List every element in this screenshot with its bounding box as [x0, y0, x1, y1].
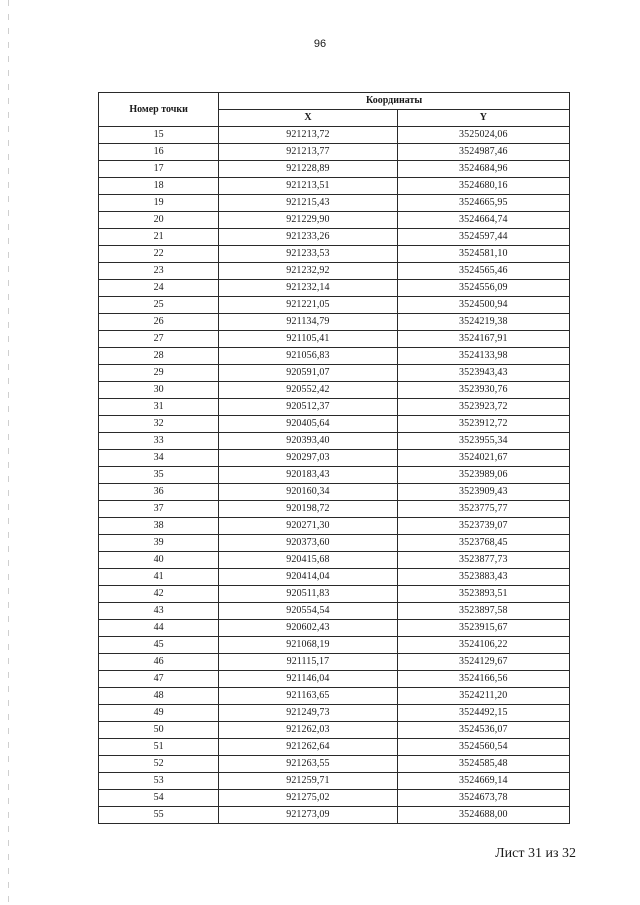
y-coordinate-cell: 3524106,22	[397, 637, 569, 654]
x-coordinate-cell: 920405,64	[219, 416, 397, 433]
point-number-cell: 43	[99, 603, 219, 620]
point-number-cell: 15	[99, 127, 219, 144]
point-number-cell: 33	[99, 433, 219, 450]
point-number-cell: 21	[99, 229, 219, 246]
table-row	[99, 195, 570, 212]
table-row	[99, 552, 570, 569]
x-coordinate-cell: 920160,34	[219, 484, 397, 501]
table-row	[99, 450, 570, 467]
point-number-cell: 41	[99, 569, 219, 586]
sheet-counter: Лист 31 из 32	[495, 846, 576, 861]
x-column-header: X	[219, 110, 397, 127]
x-coordinate-cell: 921249,73	[219, 705, 397, 722]
y-coordinate-cell: 3524680,16	[397, 178, 569, 195]
table-row	[99, 365, 570, 382]
x-coordinate-cell: 921163,65	[219, 688, 397, 705]
x-coordinate-cell: 920591,07	[219, 365, 397, 382]
y-coordinate-cell: 3524565,46	[397, 263, 569, 280]
point-number-cell: 28	[99, 348, 219, 365]
point-number-cell: 47	[99, 671, 219, 688]
y-coordinate-cell: 3523989,06	[397, 467, 569, 484]
x-coordinate-cell: 921213,51	[219, 178, 397, 195]
table-row	[99, 178, 570, 195]
table-row	[99, 671, 570, 688]
table-row	[99, 620, 570, 637]
header-row-top	[99, 93, 570, 110]
y-coordinate-cell: 3523775,77	[397, 501, 569, 518]
point-number-cell: 17	[99, 161, 219, 178]
point-number-cell: 40	[99, 552, 219, 569]
point-number-cell: 45	[99, 637, 219, 654]
point-number-cell: 24	[99, 280, 219, 297]
y-coordinate-cell: 3524688,00	[397, 807, 569, 824]
x-coordinate-cell: 921134,79	[219, 314, 397, 331]
table-row	[99, 586, 570, 603]
coordinates-header: Координаты	[219, 93, 570, 110]
point-number-cell: 23	[99, 263, 219, 280]
table-row	[99, 705, 570, 722]
table-row	[99, 807, 570, 824]
point-number-cell: 19	[99, 195, 219, 212]
table-row	[99, 790, 570, 807]
table-row	[99, 297, 570, 314]
point-number-header: Номер точки	[99, 93, 219, 127]
y-coordinate-cell: 3523915,67	[397, 620, 569, 637]
x-coordinate-cell: 920373,60	[219, 535, 397, 552]
x-coordinate-cell: 921146,04	[219, 671, 397, 688]
x-coordinate-cell: 921105,41	[219, 331, 397, 348]
table-row	[99, 773, 570, 790]
x-coordinate-cell: 921273,09	[219, 807, 397, 824]
y-coordinate-cell: 3524665,95	[397, 195, 569, 212]
y-coordinate-cell: 3523893,51	[397, 586, 569, 603]
point-number-cell: 16	[99, 144, 219, 161]
point-number-cell: 25	[99, 297, 219, 314]
y-coordinate-cell: 3523930,76	[397, 382, 569, 399]
table-row	[99, 348, 570, 365]
table-row	[99, 229, 570, 246]
x-coordinate-cell: 920602,43	[219, 620, 397, 637]
y-coordinate-cell: 3523877,73	[397, 552, 569, 569]
point-number-cell: 51	[99, 739, 219, 756]
y-coordinate-cell: 3524673,78	[397, 790, 569, 807]
point-number-cell: 29	[99, 365, 219, 382]
y-coordinate-cell: 3524492,15	[397, 705, 569, 722]
point-number-cell: 49	[99, 705, 219, 722]
x-coordinate-cell: 920271,30	[219, 518, 397, 535]
point-number-cell: 30	[99, 382, 219, 399]
x-coordinate-cell: 921263,55	[219, 756, 397, 773]
table-row	[99, 433, 570, 450]
point-number-cell: 35	[99, 467, 219, 484]
y-coordinate-cell: 3524684,96	[397, 161, 569, 178]
point-number-cell: 55	[99, 807, 219, 824]
table-row	[99, 501, 570, 518]
x-coordinate-cell: 921262,03	[219, 722, 397, 739]
table-row	[99, 416, 570, 433]
table-row	[99, 484, 570, 501]
x-coordinate-cell: 920198,72	[219, 501, 397, 518]
table-row	[99, 722, 570, 739]
point-number-cell: 54	[99, 790, 219, 807]
x-coordinate-cell: 921232,14	[219, 280, 397, 297]
x-coordinate-cell: 921068,19	[219, 637, 397, 654]
table-row	[99, 331, 570, 348]
point-number-cell: 52	[99, 756, 219, 773]
x-coordinate-cell: 921228,89	[219, 161, 397, 178]
y-coordinate-cell: 3523955,34	[397, 433, 569, 450]
point-number-cell: 39	[99, 535, 219, 552]
x-coordinate-cell: 921262,64	[219, 739, 397, 756]
x-coordinate-cell: 921215,43	[219, 195, 397, 212]
x-coordinate-cell: 920554,54	[219, 603, 397, 620]
y-coordinate-cell: 3523897,58	[397, 603, 569, 620]
x-coordinate-cell: 921213,72	[219, 127, 397, 144]
point-number-cell: 37	[99, 501, 219, 518]
table-row	[99, 246, 570, 263]
y-coordinate-cell: 3524219,38	[397, 314, 569, 331]
y-coordinate-cell: 3524166,56	[397, 671, 569, 688]
table-row	[99, 127, 570, 144]
point-number-cell: 26	[99, 314, 219, 331]
page-number: 96	[313, 38, 327, 50]
y-coordinate-cell: 3524669,14	[397, 773, 569, 790]
y-column-header: Y	[397, 110, 569, 127]
y-coordinate-cell: 3523883,43	[397, 569, 569, 586]
x-coordinate-cell: 920297,03	[219, 450, 397, 467]
x-coordinate-cell: 920552,42	[219, 382, 397, 399]
y-coordinate-cell: 3523943,43	[397, 365, 569, 382]
table-row	[99, 535, 570, 552]
table-row	[99, 518, 570, 535]
point-number-cell: 50	[99, 722, 219, 739]
x-coordinate-cell: 921221,05	[219, 297, 397, 314]
y-coordinate-cell: 3525024,06	[397, 127, 569, 144]
y-coordinate-cell: 3524664,74	[397, 212, 569, 229]
y-coordinate-cell: 3523739,07	[397, 518, 569, 535]
x-coordinate-cell: 921229,90	[219, 212, 397, 229]
x-coordinate-cell: 920414,04	[219, 569, 397, 586]
table-row	[99, 382, 570, 399]
y-coordinate-cell: 3523923,72	[397, 399, 569, 416]
point-number-cell: 48	[99, 688, 219, 705]
point-number-cell: 36	[99, 484, 219, 501]
point-number-cell: 22	[99, 246, 219, 263]
point-number-cell: 44	[99, 620, 219, 637]
point-number-cell: 34	[99, 450, 219, 467]
point-number-cell: 38	[99, 518, 219, 535]
table-row	[99, 161, 570, 178]
point-number-cell: 18	[99, 178, 219, 195]
table-body	[99, 127, 570, 824]
y-coordinate-cell: 3524167,91	[397, 331, 569, 348]
table-row	[99, 212, 570, 229]
x-coordinate-cell: 921115,17	[219, 654, 397, 671]
x-coordinate-cell: 921233,53	[219, 246, 397, 263]
y-coordinate-cell: 3524211,20	[397, 688, 569, 705]
y-coordinate-cell: 3524560,54	[397, 739, 569, 756]
y-coordinate-cell: 3524556,09	[397, 280, 569, 297]
table-row	[99, 399, 570, 416]
y-coordinate-cell: 3524021,67	[397, 450, 569, 467]
point-number-cell: 42	[99, 586, 219, 603]
y-coordinate-cell: 3524987,46	[397, 144, 569, 161]
table-row	[99, 280, 570, 297]
x-coordinate-cell: 921056,83	[219, 348, 397, 365]
y-coordinate-cell: 3523912,72	[397, 416, 569, 433]
table-row	[99, 688, 570, 705]
y-coordinate-cell: 3524597,44	[397, 229, 569, 246]
point-number-cell: 53	[99, 773, 219, 790]
x-coordinate-cell: 920393,40	[219, 433, 397, 450]
x-coordinate-cell: 921275,02	[219, 790, 397, 807]
y-coordinate-cell: 3523909,43	[397, 484, 569, 501]
point-number-cell: 27	[99, 331, 219, 348]
x-coordinate-cell: 921259,71	[219, 773, 397, 790]
y-coordinate-cell: 3524133,98	[397, 348, 569, 365]
point-number-cell: 20	[99, 212, 219, 229]
y-coordinate-cell: 3524500,94	[397, 297, 569, 314]
table-row	[99, 637, 570, 654]
point-number-cell: 32	[99, 416, 219, 433]
x-coordinate-cell: 920512,37	[219, 399, 397, 416]
x-coordinate-cell: 921232,92	[219, 263, 397, 280]
table-row	[99, 756, 570, 773]
y-coordinate-cell: 3524129,67	[397, 654, 569, 671]
table-row	[99, 654, 570, 671]
scan-edge-artifact	[8, 0, 9, 905]
point-number-cell: 46	[99, 654, 219, 671]
x-coordinate-cell: 921213,77	[219, 144, 397, 161]
coordinates-table	[98, 92, 570, 824]
y-coordinate-cell: 3524585,48	[397, 756, 569, 773]
x-coordinate-cell: 920511,83	[219, 586, 397, 603]
table-row	[99, 603, 570, 620]
table-row	[99, 467, 570, 484]
point-number-cell: 31	[99, 399, 219, 416]
table-row	[99, 314, 570, 331]
table-row	[99, 263, 570, 280]
x-coordinate-cell: 920415,68	[219, 552, 397, 569]
y-coordinate-cell: 3524581,10	[397, 246, 569, 263]
x-coordinate-cell: 920183,43	[219, 467, 397, 484]
table-header	[99, 93, 570, 127]
y-coordinate-cell: 3524536,07	[397, 722, 569, 739]
table-row	[99, 739, 570, 756]
y-coordinate-cell: 3523768,45	[397, 535, 569, 552]
table-row	[99, 569, 570, 586]
table-row	[99, 144, 570, 161]
x-coordinate-cell: 921233,26	[219, 229, 397, 246]
